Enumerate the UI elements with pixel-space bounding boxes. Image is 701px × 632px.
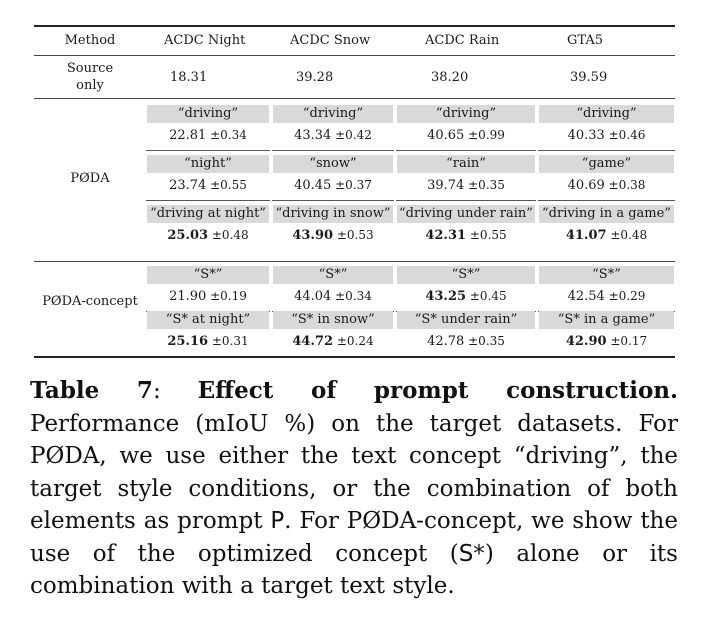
poda-prompt: “driving at night”: [150, 206, 266, 221]
poda-prompt: “snow”: [309, 156, 357, 171]
poda-concept-score: [146, 288, 270, 305]
score-std: ±0.55: [206, 178, 247, 192]
score-mean: 42.54: [567, 289, 605, 304]
score-std: ±0.17: [606, 334, 648, 348]
caption-text-3: ) alone or its combination with a target text style.: [30, 540, 678, 599]
score-mean: 43.25: [425, 289, 467, 304]
top-rule: [34, 25, 675, 27]
poda-score: [538, 177, 675, 194]
poda-score: [538, 127, 675, 144]
poda-score: [396, 127, 536, 144]
poda-score: [146, 127, 270, 144]
source-only-value: 39.28: [296, 70, 334, 85]
group-separator: [146, 200, 270, 201]
score-std: ±0.35: [464, 334, 505, 348]
score-mean: 44.04: [294, 289, 332, 304]
header-acdc-snow: ACDC Snow: [290, 33, 371, 48]
group-separator: [272, 200, 394, 201]
score-mean: 25.16: [167, 334, 209, 349]
poda-concept-score: [538, 333, 675, 350]
score-std: ±0.45: [466, 289, 507, 303]
poda-concept-prompt: “S* at night”: [165, 312, 251, 327]
bottom-rule: [34, 356, 675, 358]
group-separator: [538, 200, 675, 201]
poda-prompt: “driving”: [177, 106, 239, 121]
source-only-value: 38.20: [431, 70, 469, 85]
score-std: ±0.34: [331, 289, 372, 303]
poda-score: [146, 177, 270, 194]
poda-concept-prompt: “S* in a game”: [557, 312, 656, 327]
score-mean: 40.69: [567, 178, 605, 193]
poda-score: [538, 227, 675, 244]
header-acdc-rain: ACDC Rain: [425, 33, 500, 48]
caption-text-2: . For PØDA-concept, we show the use of the optimized concept (: [30, 508, 678, 567]
header-gta5: GTA5: [567, 33, 604, 48]
poda-prompt: “rain”: [446, 156, 486, 171]
score-mean: 42.31: [425, 228, 467, 243]
poda-score: [396, 227, 536, 244]
poda-prompt: “driving in snow”: [275, 206, 391, 221]
score-mean: 44.72: [292, 334, 334, 349]
score-std: ±0.19: [206, 289, 247, 303]
score-std: ±0.99: [464, 128, 505, 142]
score-mean: 40.45: [294, 178, 332, 193]
group-separator: [396, 150, 536, 151]
poda-score: [272, 127, 394, 144]
results-table: [34, 25, 675, 358]
poda-concept-score: [396, 333, 536, 350]
prompt-symbol: P: [270, 508, 285, 534]
score-std: ±0.53: [333, 228, 374, 242]
score-std: ±0.31: [208, 334, 249, 348]
poda-concept-score: [538, 288, 675, 305]
method-poda-concept: PØDA-concept: [42, 294, 138, 309]
score-std: ±0.55: [466, 228, 507, 242]
poda-prompt: “driving in a game”: [542, 206, 671, 221]
source-only-value: 18.31: [170, 70, 208, 85]
poda-prompt: “game”: [581, 156, 632, 171]
caption-title: Effect of prompt construction.: [197, 377, 679, 404]
group-separator: [146, 150, 270, 151]
poda-concept-score: [396, 288, 536, 305]
score-mean: 40.65: [427, 128, 465, 143]
group-separator: [396, 200, 536, 201]
score-std: ±0.34: [206, 128, 247, 142]
poda-score: [272, 227, 394, 244]
caption-label: Table 7: [30, 377, 153, 404]
header-rule: [34, 55, 675, 56]
score-mean: 41.07: [565, 228, 607, 243]
score-std: ±0.42: [331, 128, 372, 142]
score-mean: 40.33: [567, 128, 605, 143]
score-std: ±0.38: [604, 178, 646, 192]
score-mean: 25.03: [167, 228, 209, 243]
poda-concept-prompt: “S*”: [193, 267, 223, 282]
score-std: ±0.48: [208, 228, 249, 242]
score-mean: 42.78: [427, 334, 465, 349]
header-acdc-night: ACDC Night: [164, 33, 246, 48]
source-only-value: 39.59: [570, 70, 608, 85]
concept-symbol: S*: [458, 540, 485, 567]
poda-prompt: “driving”: [576, 106, 637, 121]
group-separator: [538, 150, 675, 151]
poda-score: [396, 177, 536, 194]
poda-concept-prompt: “S* under rain”: [414, 312, 518, 327]
score-mean: 21.90: [169, 289, 207, 304]
poda-prompt: “driving”: [435, 106, 497, 121]
poda-concept-score: [146, 333, 270, 350]
score-std: ±0.37: [331, 178, 372, 192]
poda-rule: [34, 261, 675, 262]
score-std: ±0.46: [604, 128, 646, 142]
score-mean: 39.74: [427, 178, 465, 193]
poda-prompt: “driving under rain”: [399, 206, 533, 221]
score-std: ±0.35: [464, 178, 505, 192]
poda-score: [146, 227, 270, 244]
source-only-label-1: Source: [66, 61, 114, 76]
poda-concept-score: [272, 333, 394, 350]
poda-concept-prompt: “S*”: [318, 267, 348, 282]
table-caption: [30, 375, 678, 603]
score-std: ±0.24: [333, 334, 374, 348]
header-method: Method: [64, 33, 116, 48]
score-mean: 23.74: [169, 178, 207, 193]
score-mean: 42.90: [565, 334, 607, 349]
poda-concept-prompt: “S*”: [592, 267, 621, 282]
source-only-label-2: only: [76, 78, 104, 93]
score-mean: 43.34: [294, 128, 332, 143]
score-std: ±0.29: [604, 289, 646, 303]
caption-colon: :: [152, 378, 161, 404]
method-poda: PØDA: [70, 171, 110, 186]
caption-text-1: Performance (mIoU %) on the target datasets. For PØDA, we use either the text concept “driving”, the target style conditions, or the combination of both elements as prompt: [30, 410, 678, 534]
group-separator: [272, 150, 394, 151]
poda-concept-prompt: “S* in snow”: [291, 312, 375, 327]
poda-prompt: “night”: [184, 156, 232, 171]
score-mean: 22.81: [169, 128, 207, 143]
poda-prompt: “driving”: [302, 106, 364, 121]
score-std: ±0.48: [606, 228, 648, 242]
poda-concept-score: [272, 288, 394, 305]
source-rule: [34, 98, 675, 99]
poda-concept-prompt: “S*”: [451, 267, 481, 282]
score-mean: 43.90: [292, 228, 334, 243]
poda-score: [272, 177, 394, 194]
